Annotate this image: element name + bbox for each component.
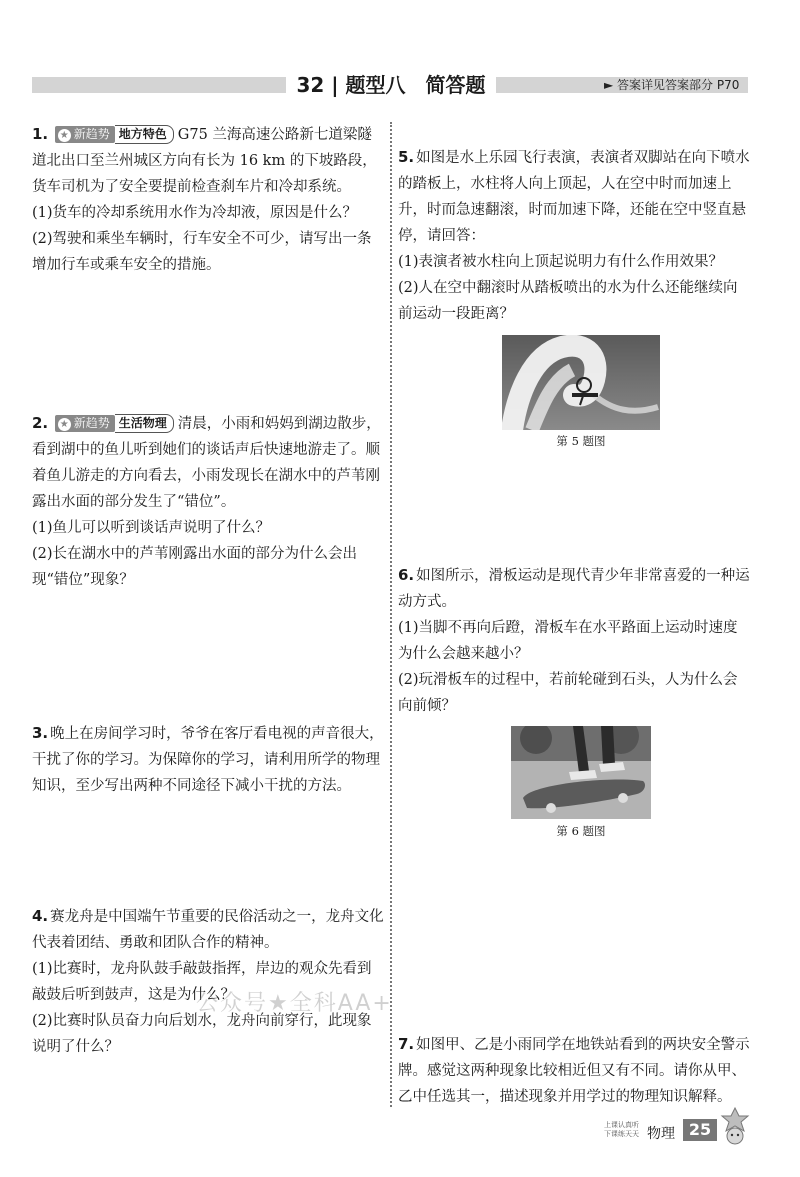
sub-question-2: (2)长在湖水中的芦苇刚露出水面的部分为什么会出现“错位”现象？ [32, 546, 358, 588]
figure-6-skateboard-photo [511, 726, 651, 819]
footer-subject: 物理 [647, 1126, 675, 1142]
question-6 [398, 562, 750, 719]
question-5 [398, 144, 750, 327]
answer-reference: ► 答案详见答案部分 P70 [604, 78, 740, 92]
sub-question-2: (2)比赛时队员奋力向后划水，龙舟向前穿行，此现象说明了什么？ [32, 1013, 372, 1055]
question-4 [32, 903, 384, 1060]
question-stem: 晚上在房间学习时，爷爷在客厅看电视的声音很大，干扰了你的学习。为保障你的学习，请利用所学的物理知识，至少写出两种不同途径下减小干扰的方法。 [32, 726, 384, 794]
sub-question-2: (2)驾驶和乘坐车辆时，行车安全不可少，请写出一条增加行车或乘车安全的措施。 [32, 231, 372, 273]
question-1 [32, 121, 384, 278]
question-stem: G75 兰海高速公路新七道梁隧道北出口至兰州城区方向有长为 16 km 的下坡路段，货车司机为了安全要提前检查刹车片和冷却系统。 [32, 127, 377, 195]
header-bar-left [32, 77, 286, 93]
sub-question-2: (2)玩滑板车的过程中，若前轮碰到石头，人为什么会向前倾？ [398, 672, 738, 714]
section-title: 32 | 题型八 简答题 [286, 70, 496, 100]
star-icon: ★ [58, 418, 71, 431]
sub-question-1: (1)货车的冷却系统用水作为冷却液，原因是什么？ [32, 205, 358, 221]
trend-badge: ★ 新趋势 [55, 126, 115, 143]
page-number: 25 [683, 1119, 717, 1141]
star-icon: ★ [58, 129, 71, 142]
topic-badge: 生活物理 [115, 414, 174, 433]
question-number: 3. [32, 724, 49, 742]
question-stem: 清晨，小雨和妈妈到湖边散步，看到湖中的鱼儿听到她们的谈话声后快速地游走了。顺着鱼儿游走的方向看去，小雨发现长在湖水中的芦苇刚露出水面的部分发生了“错位”。 [32, 416, 381, 510]
question-3 [32, 720, 384, 799]
mascot-icon [718, 1106, 752, 1146]
question-number: 4. [32, 907, 49, 925]
figure-5-caption: 第 5 题图 [556, 434, 606, 448]
figure-6-caption: 第 6 题图 [556, 824, 606, 838]
question-number: 2. [32, 414, 49, 432]
sub-question-1: (1)鱼儿可以听到谈话声说明了什么？ [32, 520, 271, 536]
question-7 [398, 1031, 750, 1110]
sub-question-1: (1)比赛时，龙舟队鼓手敲鼓指挥，岸边的观众先看到敲鼓后听到鼓声，这是为什么？ [32, 961, 372, 1003]
topic-badge: 地方特色 [115, 125, 174, 144]
question-number: 7. [398, 1035, 415, 1053]
column-divider [390, 122, 392, 1107]
trend-badge: ★ 新趋势 [55, 415, 115, 432]
figure-5-water-flyer-photo [502, 335, 660, 430]
watermark: 公众号★全科AA+ [196, 991, 393, 1016]
question-stem: 如图甲、乙是小雨同学在地铁站看到的两块安全警示牌。感觉这两种现象比较相近但又有不同。请你从甲、乙中任选其一，描述现象并用学过的物理知识解释。 [398, 1037, 750, 1105]
question-stem: 如图是水上乐园飞行表演，表演者双脚站在向下喷水的踏板上，水柱将人向上顶起，人在空中时而加速上升，时而急速翻滚，时而加速下降，还能在空中竖直悬停，请回答： [398, 150, 750, 244]
question-2 [32, 410, 384, 593]
question-stem: 如图所示，滑板运动是现代青少年非常喜爱的一种运动方式。 [398, 568, 750, 610]
sub-question-1: (1)当脚不再向后蹬，滑板车在水平路面上运动时速度为什么会越来越小？ [398, 620, 738, 662]
question-number: 1. [32, 125, 49, 143]
question-number: 5. [398, 148, 415, 166]
sub-question-1: (1)表演者被水柱向上顶起说明力有什么作用效果？ [398, 254, 724, 270]
question-stem: 赛龙舟是中国端午节重要的民俗活动之一，龙舟文化代表着团结、勇敢和团队合作的精神。 [32, 909, 384, 951]
sub-question-2: (2)人在空中翻滚时从踏板喷出的水为什么还能继续向前运动一段距离？ [398, 280, 738, 322]
question-number: 6. [398, 566, 415, 584]
footer-slogan: 上课认真听 下课练天天 [604, 1121, 639, 1138]
